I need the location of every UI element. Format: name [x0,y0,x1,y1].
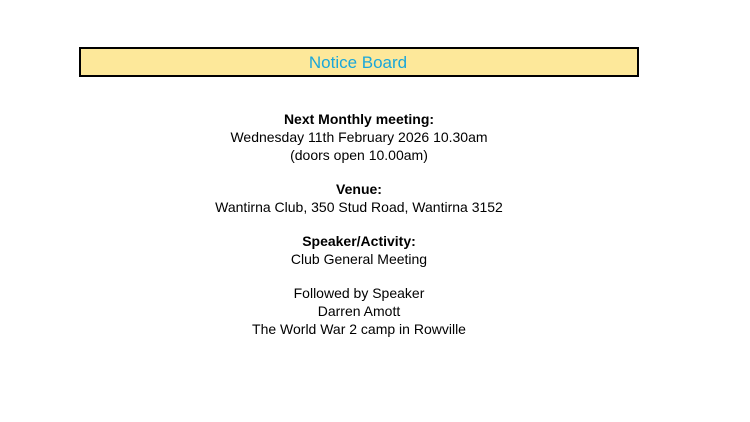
venue-heading: Venue: [336,181,382,197]
speaker-intro: Followed by Speaker [293,285,425,301]
notice-board-header [79,47,639,77]
spacer [0,164,718,180]
speaker-name: Darren Amott [317,303,401,319]
activity-description: Club General Meeting [290,251,428,267]
meeting-date: Wednesday 11th February 2026 10.30am [230,129,488,145]
venue-address: Wantirna Club, 350 Stud Road, Wantirna 3152 [215,199,503,215]
notice-board-title: Notice Board [308,52,408,72]
meeting-doors-time: (doors open 10.00am) [290,147,428,163]
meeting-heading: Next Monthly meeting: [283,111,435,127]
speaker-topic: The World War 2 camp in Rowville [252,321,466,337]
spacer [0,268,718,284]
spacer [0,216,718,232]
notice-content [0,110,718,338]
activity-heading: Speaker/Activity: [302,233,416,249]
